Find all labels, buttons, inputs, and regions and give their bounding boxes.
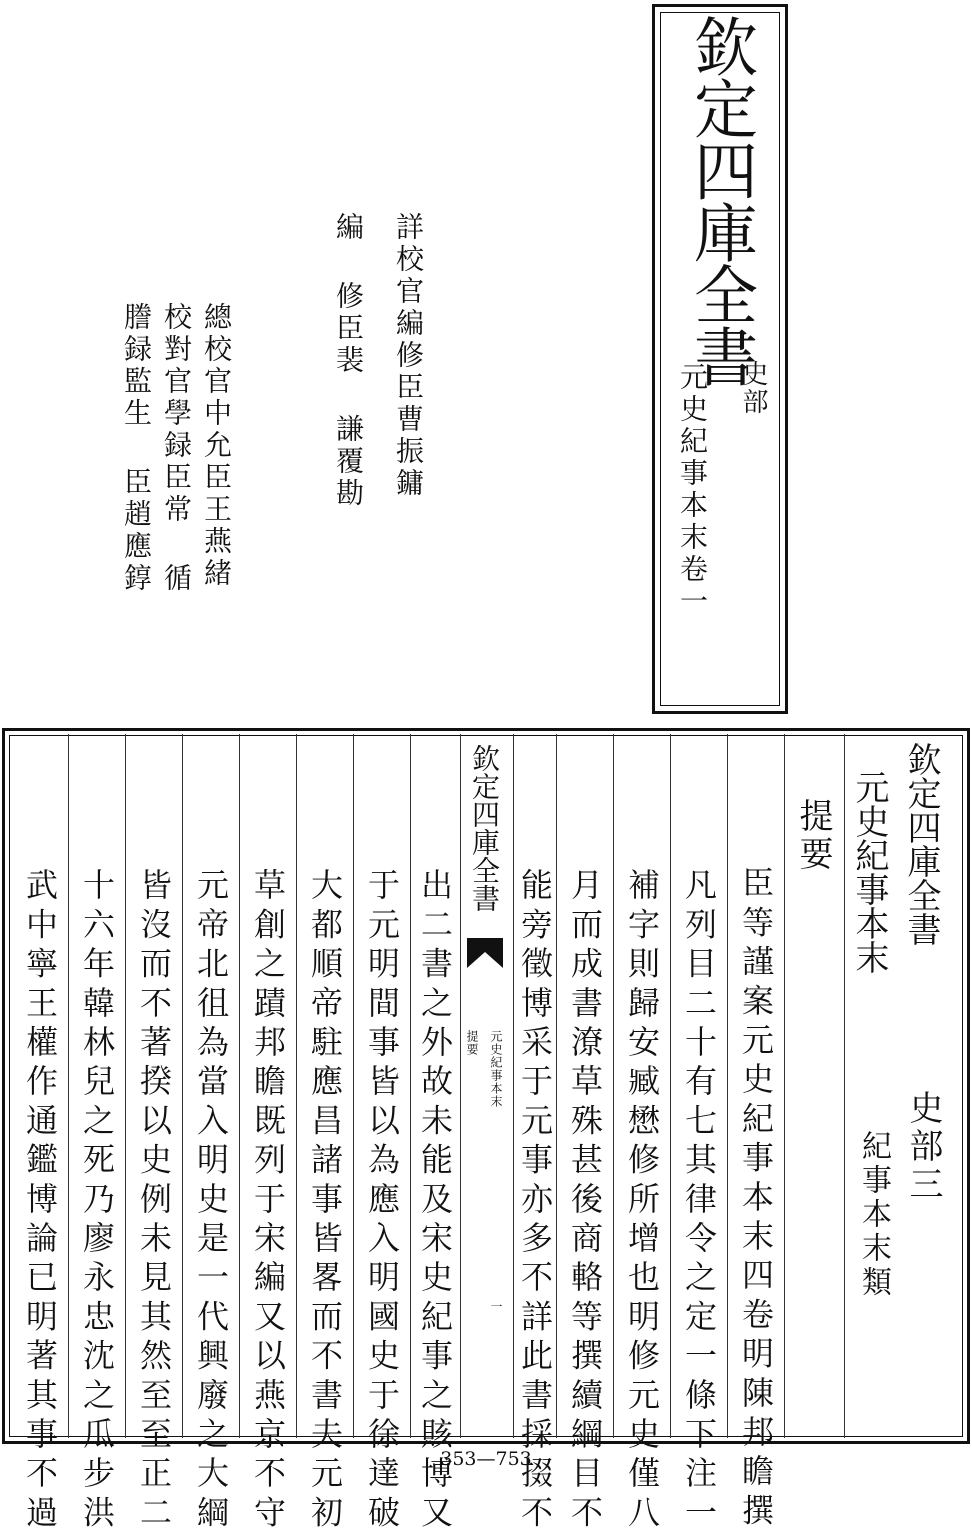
page-section: 史部三: [903, 1090, 943, 1204]
credit-line: 詳校官編修臣曹振鏞: [392, 212, 425, 500]
column-rule: [613, 734, 614, 1438]
gutter-title: 欽定四庫全書: [468, 744, 501, 912]
book-title: 元史紀事本末: [849, 770, 889, 974]
cover-volume: 元史紀事本末卷一: [676, 362, 709, 618]
column-rule: [784, 734, 785, 1438]
text-column: 月而成書潦草殊甚後商輅等撰續綱目不: [566, 868, 604, 1534]
column-rule: [296, 734, 297, 1438]
column-rule: [239, 734, 240, 1438]
text-column: 大都順帝駐應昌諸事皆畧而不書夫元初: [306, 868, 344, 1534]
page-head-title: 欽定四庫全書: [901, 742, 941, 946]
credit-line: 謄録監生 臣趙應錞: [120, 302, 153, 595]
column-rule: [727, 734, 728, 1438]
credit-line: 總校官中允臣王燕緒: [200, 302, 233, 590]
cover-section: 史部: [738, 360, 768, 416]
text-column: 補字則歸安臧懋修所增也明修元史僅八: [623, 868, 661, 1534]
text-column: 能旁徵博采于元事亦多不詳此書採掇不: [516, 868, 554, 1534]
column-rule: [670, 734, 671, 1438]
text-column: 皆沒而不著揆以史例未見其然至至正二: [135, 868, 173, 1534]
column-rule: [556, 734, 557, 1438]
text-column: 草創之蹟邦瞻既列于宋編又以燕京不守: [249, 868, 287, 1534]
page-number: 353—753: [440, 1448, 532, 1470]
text-column: 于元明間事皆以為應入明國史于徐達破: [363, 868, 401, 1534]
column-rule: [353, 734, 354, 1438]
credit-line: 編 修臣裴 謙覆勘: [332, 212, 365, 510]
credit-line: 校對官學録臣常 循: [160, 302, 193, 595]
column-rule: [182, 734, 183, 1438]
column-rule: [125, 734, 126, 1438]
category-label: 紀事本末類: [856, 1130, 891, 1300]
column-rule: [460, 734, 461, 1438]
column-rule: [410, 734, 411, 1438]
text-column: 凡列目二十有七其律令之定一條下注一: [680, 868, 718, 1534]
column-rule: [68, 734, 69, 1438]
column-rule: [513, 734, 514, 1438]
fish-tail-mark-icon: [467, 938, 503, 968]
gutter-section: 提要: [465, 1030, 479, 1056]
column-rule: [844, 734, 845, 1438]
cover-title: 欽定四庫全書: [683, 14, 757, 386]
text-column: 武中寧王權作通鑑博論已明著其事不過: [21, 868, 59, 1534]
text-column: 元帝北徂為當入明史是一代興廢之大綱: [192, 868, 230, 1534]
abstract-heading: 提要: [793, 798, 833, 874]
gutter-book: 元史紀事本末: [489, 1030, 503, 1108]
text-column: 出二書之外故未能及宋史紀事之賅博又: [416, 868, 454, 1534]
gutter-leaf-number: 一: [489, 1300, 503, 1312]
text-column: 臣等謹案元史紀事本末四卷明陳邦瞻撰: [737, 866, 775, 1533]
text-column: 十六年韓林兒之死乃廖永忠沈之瓜步洪: [78, 868, 116, 1534]
